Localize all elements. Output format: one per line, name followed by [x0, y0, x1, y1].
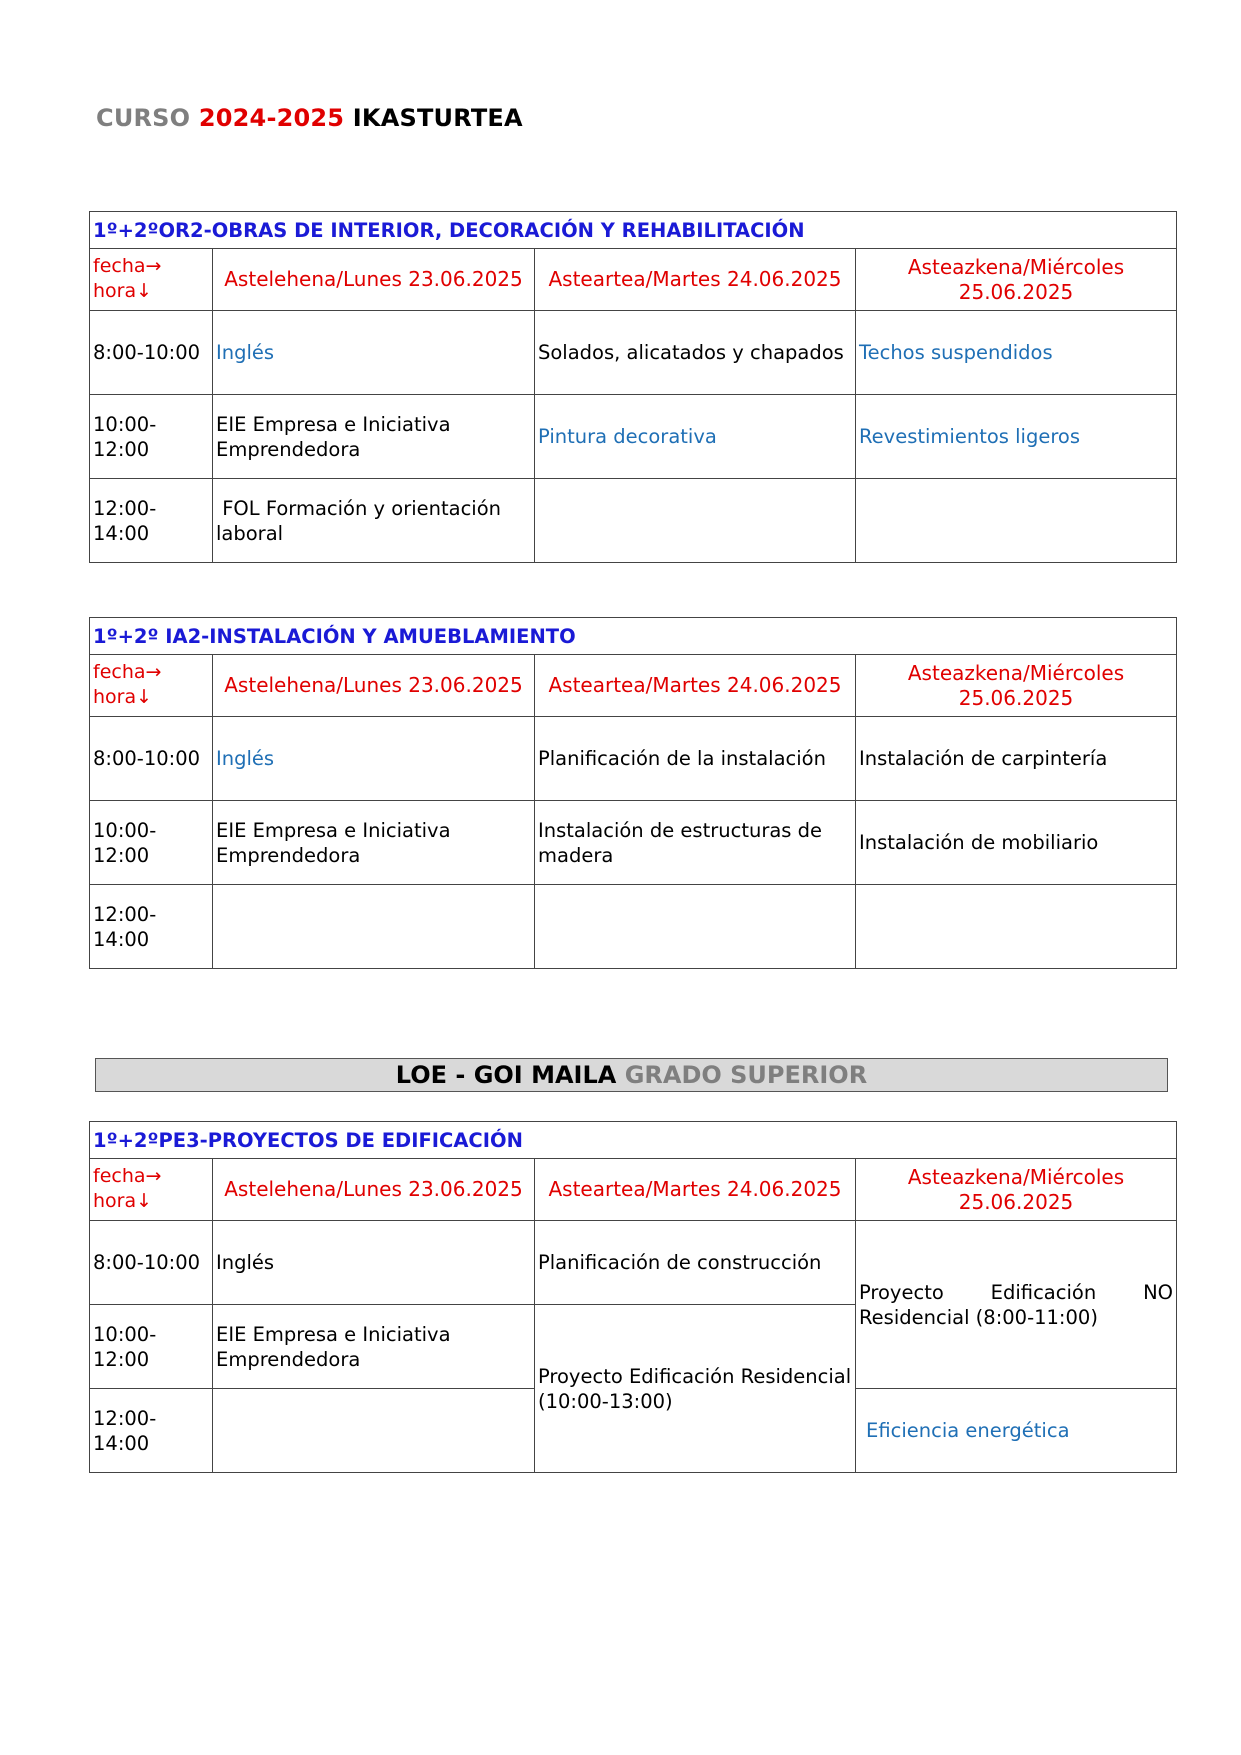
- page-title: [96, 104, 523, 132]
- curso-label: CURSO: [96, 104, 191, 132]
- band-level: LOE - GOI MAILA: [395, 1061, 617, 1089]
- ikasturtea-label: IKASTURTEA: [352, 104, 523, 132]
- exam-cell: EIE Empresa e Iniciativa Emprendedora: [213, 395, 535, 479]
- schedule-table-pe3: [89, 1121, 1177, 1473]
- day-header-wednesday: Asteazkena/Miércoles 25.06.2025: [856, 249, 1177, 311]
- time-slot: 8:00-10:00: [90, 311, 213, 395]
- band-grade: GRADO SUPERIOR: [624, 1061, 868, 1089]
- exam-cell: EIE Empresa e Iniciativa Emprendedora: [213, 801, 535, 885]
- day-header-wednesday: Asteazkena/Miércoles 25.06.2025: [856, 655, 1177, 717]
- day-header-monday: Astelehena/Lunes 23.06.2025: [213, 1159, 535, 1221]
- exam-cell: Solados, alicatados y chapados: [535, 311, 856, 395]
- time-slot: 8:00-10:00: [90, 1221, 213, 1305]
- table-title: 1º+2ºPE3-PROYECTOS DE EDIFICACIÓN: [90, 1122, 1177, 1159]
- exam-cell: [213, 1389, 535, 1473]
- exam-cell: Revestimientos ligeros: [856, 395, 1177, 479]
- exam-cell: Inglés: [213, 1221, 535, 1305]
- exam-cell: Inglés: [213, 717, 535, 801]
- day-header-wednesday: Asteazkena/Miércoles 25.06.2025: [856, 1159, 1177, 1221]
- table-title: 1º+2ºOR2-OBRAS DE INTERIOR, DECORACIÓN Y REHABILITACIÓN: [90, 212, 1177, 249]
- exam-cell: Pintura decorativa: [535, 395, 856, 479]
- time-slot: 12:00-14:00: [90, 479, 213, 563]
- exam-cell: Proyecto Edificación NO Residencial (8:00-11:00): [856, 1221, 1177, 1389]
- time-slot: 10:00-12:00: [90, 395, 213, 479]
- fecha-hora-header: fecha→ hora↓: [90, 249, 213, 311]
- time-slot: 12:00-14:00: [90, 1389, 213, 1473]
- time-slot: 10:00-12:00: [90, 1305, 213, 1389]
- exam-cell: Planificación de construcción: [535, 1221, 856, 1305]
- time-slot: 12:00-14:00: [90, 885, 213, 969]
- exam-cell: [856, 479, 1177, 563]
- exam-cell: Instalación de estructuras de madera: [535, 801, 856, 885]
- time-slot: 10:00-12:00: [90, 801, 213, 885]
- schedule-table-or2: [89, 211, 1177, 563]
- exam-cell: FOL Formación y orientación laboral: [213, 479, 535, 563]
- section-band: [95, 1058, 1168, 1092]
- day-header-tuesday: Asteartea/Martes 24.06.2025: [535, 249, 856, 311]
- exam-cell: [535, 885, 856, 969]
- fecha-hora-header: fecha→ hora↓: [90, 655, 213, 717]
- exam-cell: Eficiencia energética: [856, 1389, 1177, 1473]
- exam-cell: Techos suspendidos: [856, 311, 1177, 395]
- day-header-monday: Astelehena/Lunes 23.06.2025: [213, 655, 535, 717]
- exam-cell: EIE Empresa e Iniciativa Emprendedora: [213, 1305, 535, 1389]
- schedule-table-ia2: [89, 617, 1177, 969]
- exam-cell: Instalación de carpintería: [856, 717, 1177, 801]
- exam-cell: Instalación de mobiliario: [856, 801, 1177, 885]
- table-title: 1º+2º IA2-INSTALACIÓN Y AMUEBLAMIENTO: [90, 618, 1177, 655]
- exam-cell: [535, 479, 856, 563]
- exam-cell: Planificación de la instalación: [535, 717, 856, 801]
- fecha-hora-header: fecha→ hora↓: [90, 1159, 213, 1221]
- exam-cell: [213, 885, 535, 969]
- exam-cell: Inglés: [213, 311, 535, 395]
- exam-cell: [856, 885, 1177, 969]
- day-header-monday: Astelehena/Lunes 23.06.2025: [213, 249, 535, 311]
- day-header-tuesday: Asteartea/Martes 24.06.2025: [535, 1159, 856, 1221]
- year-label: 2024-2025: [198, 104, 345, 132]
- day-header-tuesday: Asteartea/Martes 24.06.2025: [535, 655, 856, 717]
- exam-cell: Proyecto Edificación Residencial (10:00-13:00): [535, 1305, 856, 1473]
- time-slot: 8:00-10:00: [90, 717, 213, 801]
